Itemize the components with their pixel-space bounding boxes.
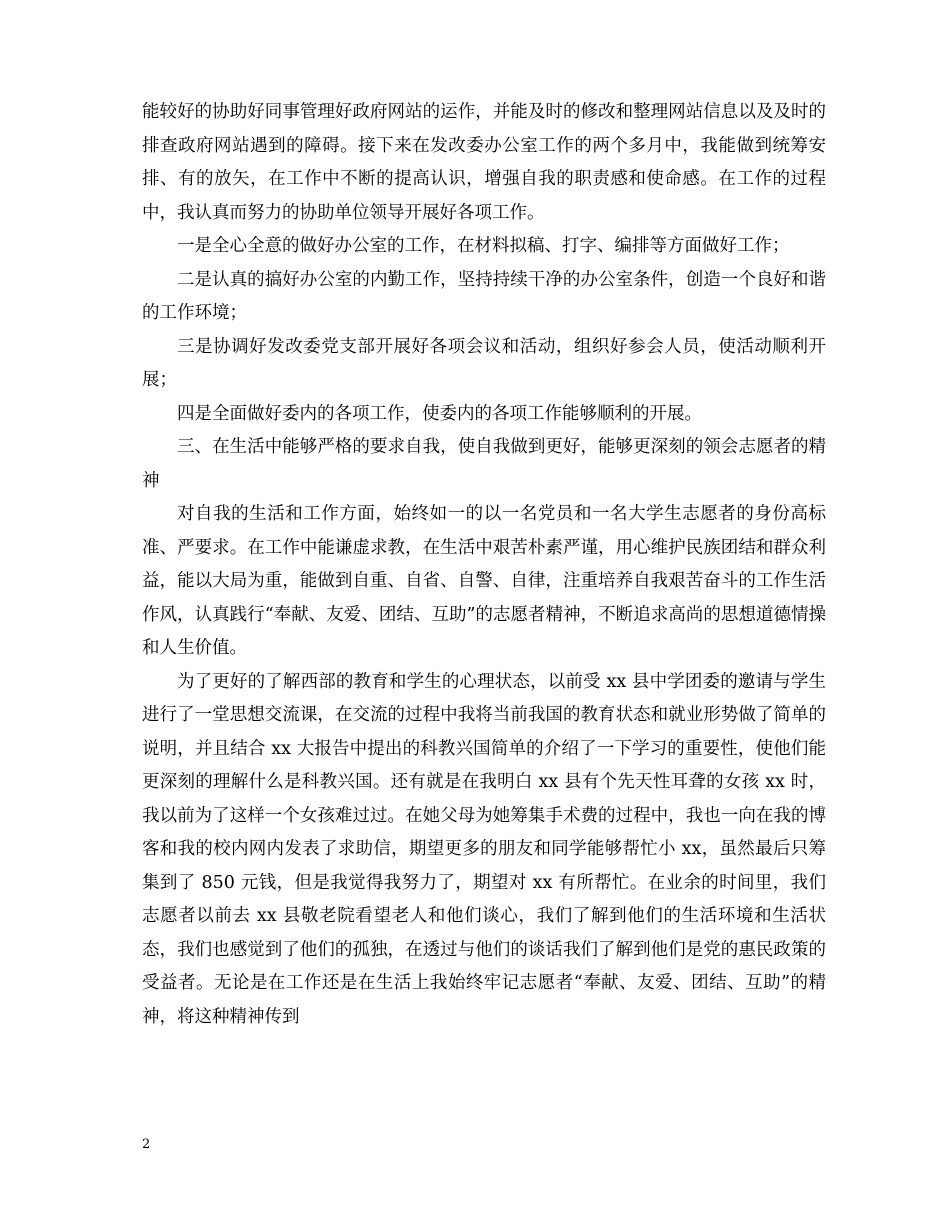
- paragraph-2: 一是全心全意的做好办公室的工作，在材料拟稿、打字、编排等方面做好工作；: [177, 236, 790, 256]
- document-body: [142, 96, 826, 1034]
- paragraph-1: 能较好的协助好同事管理好政府网站的运作，并能及时的修改和整理网站信息以及及时的排查政府网站遇到的障碍。接下来在发改委办公室工作的两个多月中，我能做到统筹安排、有的放矢，在工作中不断的提高认识，增强自我的职责感和使命感。在工作的过程中，我认真而努力的协助单位领导开展好各项工作。: [142, 102, 826, 223]
- paragraph-8: 为了更好的了解西部的教育和学生的心理状态，以前受 xx 县中学团委的邀请与学生进行了一堂思想交流课，在交流的过程中我将当前我国的教育状态和就业形势做了简单的说明，并且结合 xx 大报告中提出的科教兴国简单的介绍了一下学习的重要性，使他们能更深刻的理解什么是科教兴国。还有就是在我明白 xx 县有个先天性耳聋的女孩 xx 时，我以前为了这样一个女孩难过过。在她父母为她筹集手术费的过程中，我也一向在我的博客和我的校内网内发表了求助信，期望更多的朋友和同学能够帮忙小 xx，虽然最后只筹集到了 850 元钱，但是我觉得我努力了，期望对 xx 有所帮忙。在业余的时间里，我们志愿者以前去 xx 县敬老院看望老人和他们谈心，我们了解到他们的生活环境和生活状态，我们也感觉到了他们的孤独，在透过与他们的谈话我们了解到他们是党的惠民政策的受益者。无论是在工作还是在生活上我始终牢记志愿者“奉献、友爱、团结、互助”的精神，将这种精神传到: [142, 671, 826, 1027]
- paragraph-3: 二是认真的搞好办公室的内勤工作，坚持持续干净的办公室条件，创造一个良好和谐的工作环境；: [142, 269, 826, 323]
- section-heading: 三、在生活中能够严格的要求自我，使自我做到更好，能够更深刻的领会志愿者的精神: [142, 437, 826, 491]
- page-number: 2: [142, 1137, 151, 1152]
- paragraph-7: 对自我的生活和工作方面，始终如一的以一名党员和一名大学生志愿者的身份高标准、严要求。在工作中能谦虚求教，在生活中艰苦朴素严谨，用心维护民族团结和群众利益，能以大局为重，能做到自重、自省、自警、自律，注重培养自我艰苦奋斗的工作生活作风，认真践行“奉献、友爱、团结、互助”的志愿者精神，不断追求高尚的思想道德情操和人生价值。: [142, 504, 826, 658]
- paragraph-4: 三是协调好发改委党支部开展好各项会议和活动，组织好参会人员，使活动顺利开展；: [142, 336, 826, 390]
- paragraph-5: 四是全面做好委内的各项工作，使委内的各项工作能够顺利的开展。: [177, 403, 702, 424]
